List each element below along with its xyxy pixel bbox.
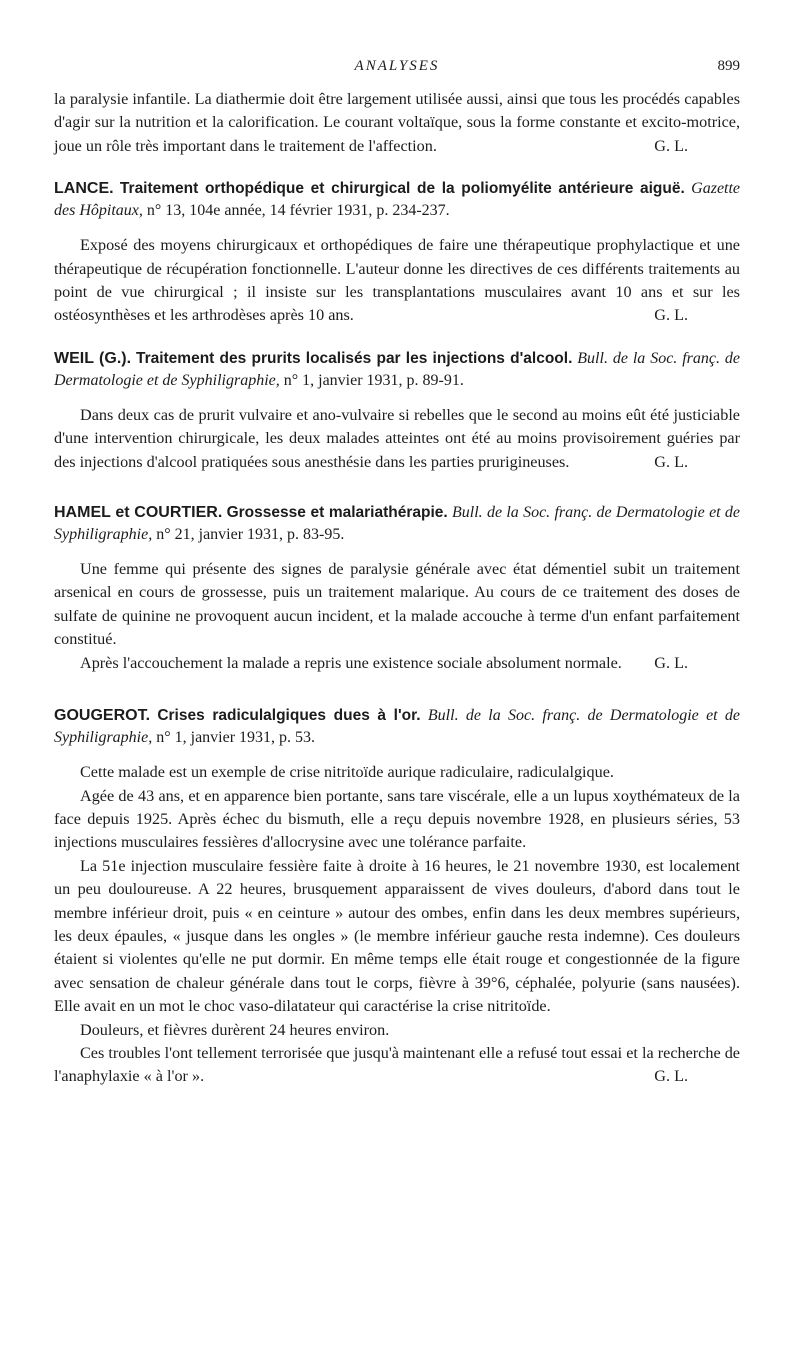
- abstract-entry-gougerot: [54, 705, 740, 1089]
- entry-title: Traitement des prurits localisés par les injections d'alcool.: [135, 349, 573, 367]
- entry-heading: [54, 705, 740, 749]
- paragraph-text: La 51e injection musculaire fessière faite à droite à 16 heures, le 21 novembre 1930, est localement un peu douloureuse. A 22 heures, brusquement apparaissent de vives douleurs, d'abord dans tout le membre inférieur droit, puis « en ceinture » autour des ombes, enfin dans les deux membres supérieurs, les deux épaules, « jusque dans les ongles » (le membre inférieur gauche resta indemne). Ces douleurs étaient si violentes qu'elle ne put dormir. En même temps elle était rouge et congestionnée de la figure avec sensation de chaleur générale dans tout le corps, fièvre à 39°6, céphalée, polyurie (sans nausées). Elle avait en un mot le choc vaso-dilatateur qui caractérise la crise nitritoïde.: [54, 856, 740, 1016]
- entry-paragraph: [54, 1042, 740, 1089]
- entry-author: LANCE.: [54, 180, 114, 198]
- entry-source: Bull. de la Soc. franç. de Dermatologie et de Syphiligraphie,: [54, 707, 741, 747]
- entry-details: n° 13, 104e année, 14 février 1931, p. 234-237.: [146, 202, 450, 220]
- paragraph-text: Cette malade est un exemple de crise nitritoïde aurique radiculaire, radiculalgique.: [80, 763, 614, 782]
- paragraph-text: Douleurs, et fièvres durèrent 24 heures environ.: [80, 1020, 390, 1039]
- entry-title: Crises radiculalgiques dues à l'or.: [157, 707, 421, 725]
- entry-heading: [54, 348, 740, 392]
- entry-paragraph: [54, 785, 740, 855]
- entry-paragraph: [54, 855, 740, 1019]
- entry-source: Bull. de la Soc. franç. de Dermatologie et de Syphiligraphie,: [54, 349, 740, 389]
- running-title: ANALYSES: [354, 58, 440, 74]
- journal-page: [54, 58, 740, 1089]
- entry-title: Grossesse et malariathérapie.: [226, 504, 448, 522]
- intro-signature: G. L.: [654, 136, 688, 155]
- entry-signature: G. L.: [654, 452, 688, 471]
- entry-signature: G. L.: [654, 653, 688, 672]
- paragraph-text: Exposé des moyens chirurgicaux et orthopédiques de faire une thérapeutique prophylactique et une thérapeutique de récupération fonctionnelle. L'auteur donne les directives de ces différents traitements au point de vue chirurgical ; il insiste sur les transplantations musculaires avant 10 ans et sur les ostéosynthèses et les arthrodèses après 10 ans.: [54, 236, 740, 325]
- paragraph-text: Après l'accouchement la malade a repris une existence sociale absolument normale.: [80, 653, 622, 672]
- running-header: [54, 58, 740, 88]
- entry-paragraph: [54, 761, 740, 784]
- entry-paragraph: [54, 558, 740, 652]
- abstract-entry-weil: [54, 348, 740, 474]
- abstract-entry-hamel-courtier: [54, 502, 740, 675]
- entry-source: Gazette des Hôpitaux,: [54, 180, 741, 220]
- entry-title: Traitement orthopédique et chirurgical de la poliomyélite antérieure aiguë.: [119, 180, 685, 198]
- entry-paragraph: [54, 1019, 740, 1042]
- entry-source: Bull. de la Soc. franç. de Dermatologie et de Syphiligraphie,: [54, 504, 741, 544]
- entry-heading: [54, 178, 740, 222]
- entry-details: n° 1, janvier 1931, p. 53.: [156, 729, 316, 747]
- entry-paragraph: [54, 652, 740, 675]
- entry-details: n° 1, janvier 1931, p. 89-91.: [283, 371, 464, 389]
- entry-author: HAMEL et COURTIER.: [54, 504, 223, 522]
- paragraph-text: Ces troubles l'ont tellement terrorisée que jusqu'à maintenant elle a refusé tout essai et la recherche de l'anaphylaxie « à l'or ».: [54, 1043, 740, 1086]
- entry-paragraph: [54, 234, 740, 328]
- entry-heading: [54, 502, 740, 546]
- entry-author: GOUGEROT.: [54, 707, 151, 725]
- abstract-entry-lance: [54, 178, 740, 328]
- intro-paragraph: [54, 88, 740, 158]
- entry-details: n° 21, janvier 1931, p. 83-95.: [156, 526, 345, 544]
- paragraph-text: Dans deux cas de prurit vulvaire et ano-vulvaire si rebelles que le second au moins eût été justiciable d'une intervention chirurgicale, les deux malades atteintes ont été au moins provisoirement guéries par des injections d'alcool pratiquées sous anesthésie dans les parties prurigineuses.: [54, 405, 740, 471]
- entry-signature: G. L.: [654, 306, 688, 325]
- entry-paragraph: [54, 404, 740, 474]
- page-number: 899: [717, 58, 740, 74]
- entry-signature: G. L.: [654, 1067, 688, 1086]
- intro-text: la paralysie infantile. La diathermie doit être largement utilisée aussi, ainsi que tous les procédés capables d'agir sur la nutrition et la calorification. Le courant voltaïque, sous la forme constante et excito-motrice, joue un rôle très important dans le traitement de l'affection.: [54, 90, 740, 155]
- paragraph-text: Une femme qui présente des signes de paralysie générale avec état démentiel subit un traitement arsenical en cours de grossesse, puis un traitement malarique. Au cours de ce traitement des doses de sulfate de quinine ne provoquent aucun incident, et la malade accouche à terme d'un enfant parfaitement constitué.: [54, 560, 740, 649]
- paragraph-text: Agée de 43 ans, et en apparence bien portante, sans tare viscérale, elle a un lupus xoythémateux de la face depuis 1925. Après échec du bismuth, elle a reçu depuis novembre 1928, en plusieurs séries, 53 injections musculaires fessières d'allocrysine avec une tolérance parfaite.: [54, 786, 740, 852]
- entry-author: WEIL (G.).: [54, 349, 132, 367]
